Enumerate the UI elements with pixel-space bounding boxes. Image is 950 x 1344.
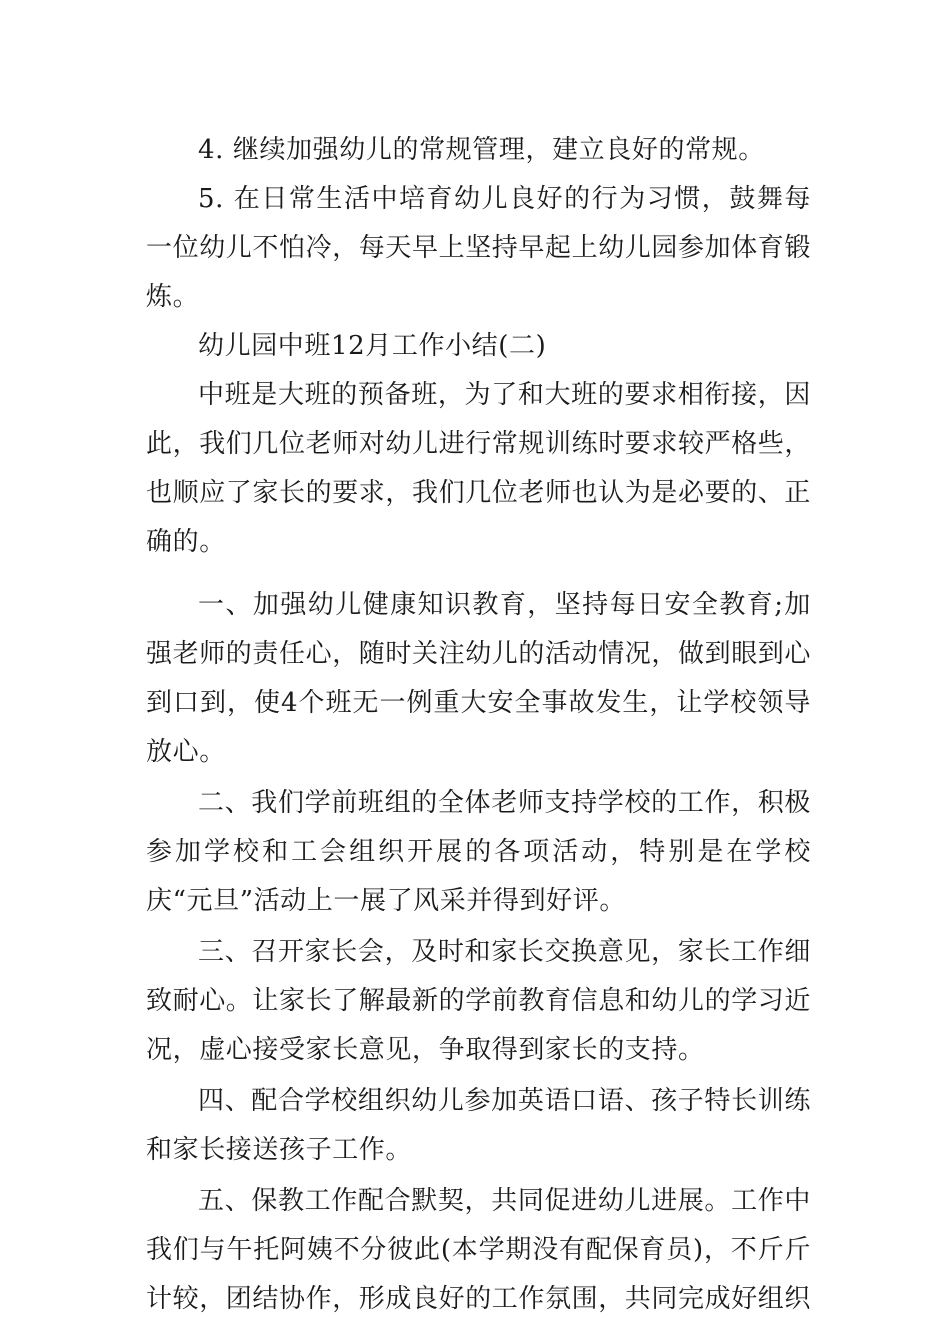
document-body (146, 126, 811, 1324)
paragraph-item-5: 5. 在日常生活中培育幼儿良好的行为习惯，鼓舞每一位幼儿不怕冷，每天早上坚持早起上幼儿园参加体育锻炼。 (146, 184, 812, 312)
paragraph-three: 三、召开家长会，及时和家长交换意见，家长工作细致耐心。让家长了解最新的学前教育信息和幼儿的学习近况，虚心接受家长意见，争取得到家长的支持。 (146, 937, 812, 1065)
paragraph-item-4: 4. 继续加强幼儿的常规管理，建立良好的常规。 (198, 135, 765, 165)
paragraph-one: 一、加强幼儿健康知识教育，坚持每日安全教育;加强老师的责任心，随时关注幼儿的活动情况，做到眼到心到口到，使4个班无一例重大安全事故发生，让学校领导放心。 (146, 590, 812, 767)
section-heading: 幼儿园中班12月工作小结(二) (198, 331, 547, 361)
paragraph-four: 四、配合学校组织幼儿参加英语口语、孩子特长训练和家长接送孩子工作。 (146, 1086, 811, 1165)
paragraph-two: 二、我们学前班组的全体老师支持学校的工作，积极参加学校和工会组织开展的各项活动，特别是在学校庆“元旦”活动上一展了风采并得到好评。 (146, 788, 811, 916)
paragraph-intro: 中班是大班的预备班，为了和大班的要求相衔接，因此，我们几位老师对幼儿进行常规训练时要求较严格些，也顺应了家长的要求，我们几位老师也认为是必要的、正确的。 (146, 380, 812, 557)
paragraph-five: 五、保教工作配合默契，共同促进幼儿进展。工作中我们与午托阿姨不分彼此(本学期没有配保育员)，不斤斤计较，团结协作，形成良好的工作氛围，共同完成好组织 (146, 1186, 812, 1314)
